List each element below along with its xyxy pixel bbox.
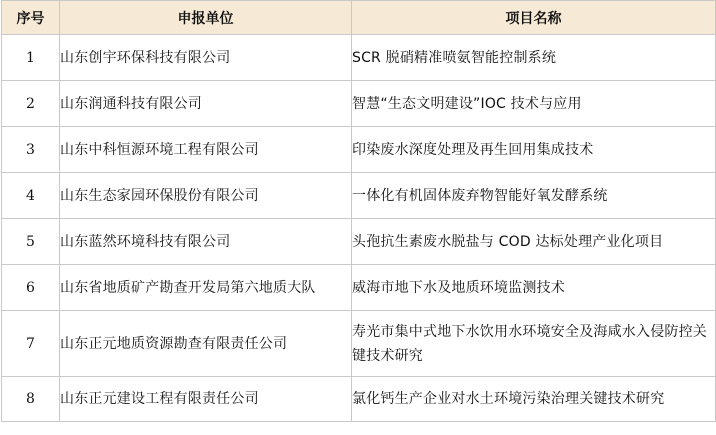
table-row [2, 265, 716, 311]
row-index: 4 [2, 173, 60, 219]
table-row [2, 81, 716, 127]
table-row [2, 173, 716, 219]
project-table [1, 0, 716, 422]
row-project: SCR 脱硝精准喷氨智能控制系统 [352, 35, 716, 81]
row-project: 智慧“生态文明建设”IOC 技术与应用 [352, 81, 716, 127]
table-row [2, 377, 716, 422]
header-unit: 申报单位 [60, 1, 352, 35]
row-unit: 山东润通科技有限公司 [60, 81, 352, 127]
row-index: 2 [2, 81, 60, 127]
row-index: 7 [2, 311, 60, 377]
header-project: 项目名称 [352, 1, 716, 35]
row-index: 1 [2, 35, 60, 81]
row-project: 威海市地下水及地质环境监测技术 [352, 265, 716, 311]
row-index: 6 [2, 265, 60, 311]
header-row [2, 1, 716, 35]
row-unit: 山东中科恒源环境工程有限公司 [60, 127, 352, 173]
row-unit: 山东创宇环保科技有限公司 [60, 35, 352, 81]
row-unit: 山东正元建设工程有限责任公司 [60, 377, 352, 422]
header-index: 序号 [2, 1, 60, 35]
row-project: 氯化钙生产企业对水土环境污染治理关键技术研究 [352, 377, 716, 422]
row-project: 头孢抗生素废水脱盐与 COD 达标处理产业化项目 [352, 219, 716, 265]
table-row [2, 127, 716, 173]
row-project: 印染废水深度处理及再生回用集成技术 [352, 127, 716, 173]
table-row [2, 35, 716, 81]
row-unit: 山东省地质矿产勘查开发局第六地质大队 [60, 265, 352, 311]
row-index: 8 [2, 377, 60, 422]
row-index: 3 [2, 127, 60, 173]
row-index: 5 [2, 219, 60, 265]
row-project: 寿光市集中式地下水饮用水环境安全及海咸水入侵防控关键技术研究 [352, 311, 716, 377]
row-unit: 山东生态家园环保股份有限公司 [60, 173, 352, 219]
row-project: 一体化有机固体废弃物智能好氧发酵系统 [352, 173, 716, 219]
table-row [2, 311, 716, 377]
row-unit: 山东蓝然环境科技有限公司 [60, 219, 352, 265]
row-unit: 山东正元地质资源勘查有限责任公司 [60, 311, 352, 377]
table-row [2, 219, 716, 265]
